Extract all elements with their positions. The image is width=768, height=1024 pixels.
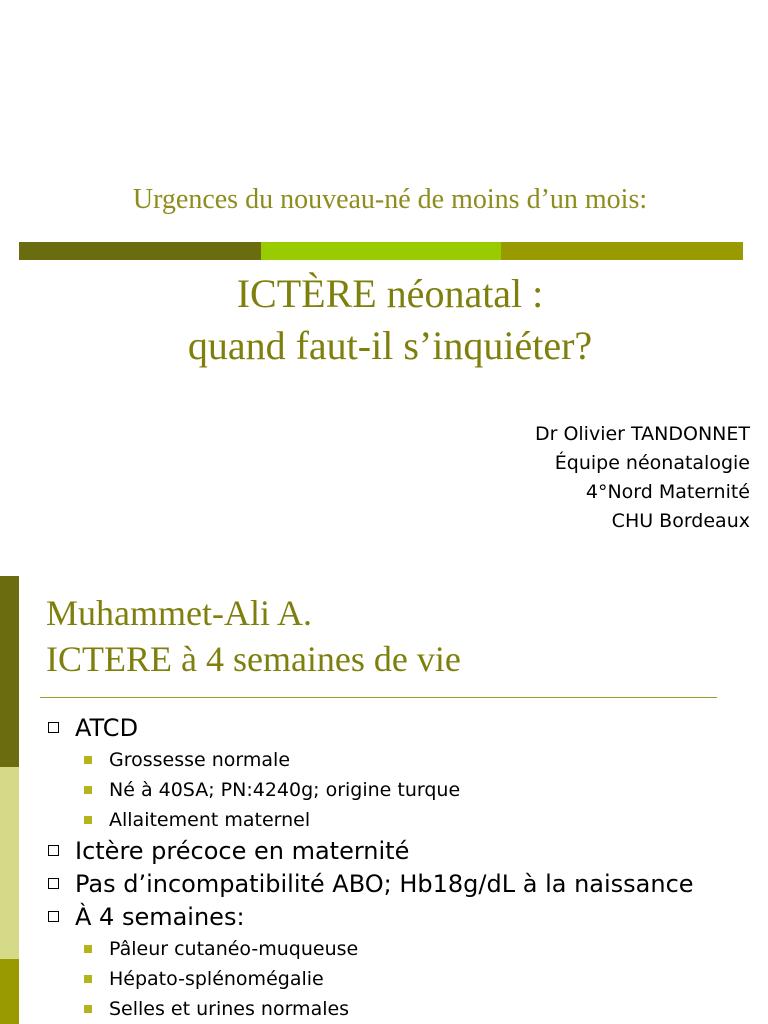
bullet-item: [48, 712, 694, 745]
slide-title-line2: quand faut-il s’inquiéter?: [187, 323, 593, 368]
bullet-item: [48, 934, 694, 964]
side-bar-dark: [0, 576, 19, 767]
author-unit: 4°Nord Maternité: [585, 481, 750, 503]
decor-bar-bright: [261, 242, 501, 260]
hollow-square-bullet-icon: [48, 845, 59, 856]
author-block: [535, 420, 750, 536]
bullet-item: [48, 994, 694, 1024]
filled-square-bullet-icon: [84, 816, 92, 824]
bullet-item: [48, 775, 694, 805]
bullet-text: ATCD: [75, 714, 139, 742]
filled-square-bullet-icon: [84, 1005, 92, 1013]
hollow-square-bullet-icon: [48, 911, 59, 922]
bullet-text: Né à 40SA; PN:4240g; origine turque: [109, 779, 461, 801]
bullet-item: [48, 805, 694, 835]
bullet-item: [48, 964, 694, 994]
bullet-text: Selles et urines normales: [109, 998, 350, 1020]
bullet-text: Hépato-splénomégalie: [109, 968, 324, 990]
title-divider: [40, 697, 717, 698]
hollow-square-bullet-icon: [48, 722, 59, 733]
case-title-line2: ICTERE à 4 semaines de vie: [46, 639, 461, 679]
bullet-list: [48, 712, 694, 1024]
case-title-line1: Muhammet-Ali A.: [46, 593, 312, 633]
bullet-text: Ictère précoce en maternité: [75, 837, 410, 865]
filled-square-bullet-icon: [84, 786, 92, 794]
bullet-text: Allaitement maternel: [109, 809, 311, 831]
decor-bar-olive: [501, 242, 743, 260]
bullet-item: [48, 745, 694, 775]
case-slide: [0, 576, 768, 1024]
bullet-text: Pas d’incompatibilité ABO; Hb18g/dL à la naissance: [75, 870, 694, 898]
side-bar-light: [0, 767, 19, 959]
filled-square-bullet-icon: [84, 756, 92, 764]
author-hospital: CHU Bordeaux: [611, 510, 750, 532]
filled-square-bullet-icon: [84, 975, 92, 983]
author-team: Équipe néonatalogie: [554, 452, 750, 474]
bullet-text: À 4 semaines:: [75, 903, 245, 931]
case-title: [46, 590, 461, 682]
bullet-text: Grossesse normale: [109, 749, 291, 771]
bullet-text: Pâleur cutanéo-muqueuse: [109, 938, 359, 960]
side-bar-olive: [0, 959, 19, 1024]
slide-subtitle: Urgences du nouveau-né de moins d’un mois:: [132, 184, 648, 215]
decor-bar-dark: [19, 242, 261, 260]
bullet-item: [48, 901, 694, 934]
filled-square-bullet-icon: [84, 945, 92, 953]
author-name: Dr Olivier TANDONNET: [534, 423, 750, 445]
hollow-square-bullet-icon: [48, 878, 59, 889]
slide-title-line1: ICTÈRE néonatal :: [236, 271, 544, 316]
slide-title: [0, 268, 768, 372]
bullet-item: [48, 868, 694, 901]
bullet-item: [48, 835, 694, 868]
